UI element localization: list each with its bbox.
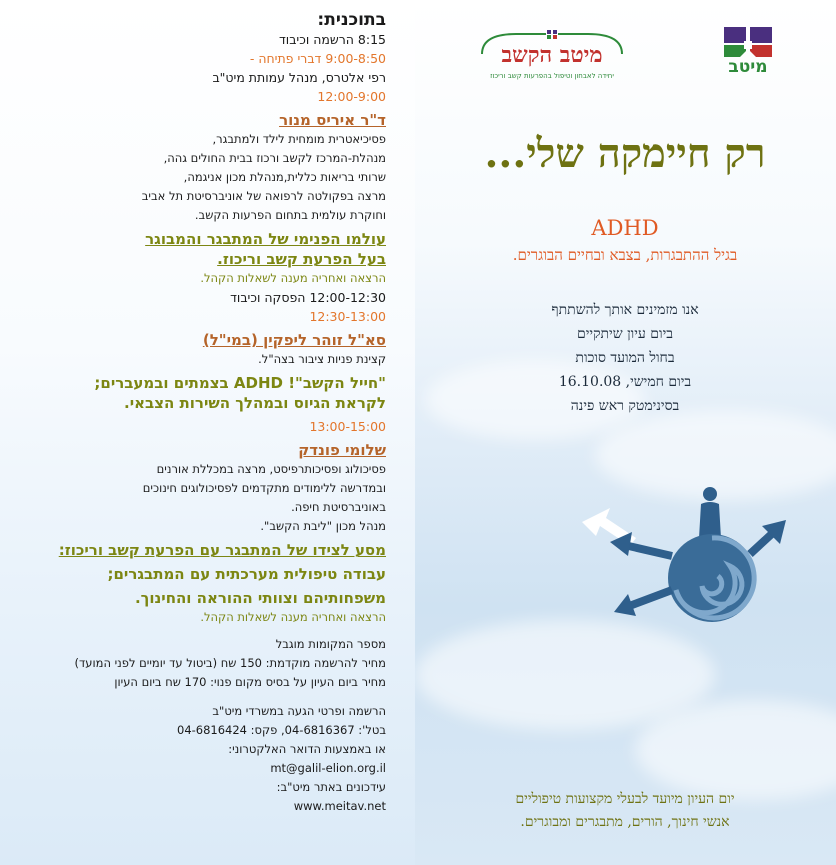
audience-footer: [435, 788, 815, 834]
logo-main-sub: יחידה לאבחון וטיפול בהפרעות קשב וריכוז: [490, 72, 614, 80]
adhd-heading: ADHD: [591, 216, 659, 240]
footer-line: אנשי חינוך, הורים, מתבגרים ומבוגרים.: [520, 814, 730, 830]
program-line: "חייל הקשב"! ADHD בצמתים ובמעברים;: [94, 374, 386, 392]
program-panel: [0, 0, 415, 865]
cover-title: רק חיימקה שלי...: [484, 130, 766, 177]
program-line: ד"ר איריס מנור: [279, 111, 386, 129]
program-line: עולמו הפנימי של המתבגר והמבוגר: [145, 230, 386, 248]
program-line: הרצאה ואחריה מענה לשאלות הקהל.: [200, 610, 386, 624]
program-line: 8:15 הרשמה וכיבוד: [278, 32, 386, 47]
program-line: מחיר ביום העיון על בסיס מקום פנוי: 170 שח ביום העיון: [114, 675, 386, 689]
program-line: עבודה טיפולית מערכתית עם המתבגרים;: [107, 565, 386, 583]
program-line: או באמצעות הדואר האלקטרוני:: [228, 742, 386, 756]
invite-line: ביום חמישי, 16.10.08: [558, 374, 692, 390]
program-line: ובמדרשה ללימודים מתקדמים לפסיכולוגים חינוכים: [142, 481, 386, 495]
program-line: וחוקרת עולמית בתחום הפרעות הקשב.: [194, 208, 386, 222]
program-content: [24, 10, 386, 816]
program-line: 12:00-9:00: [317, 89, 386, 104]
program-line: קצינת פניות ציבור בצה"ל.: [258, 352, 386, 366]
meitav-hakeshev-logo: [476, 26, 628, 84]
invitation-block: [455, 298, 795, 418]
program-line: משפחותיהם וצוותי ההוראה והחינוך.: [134, 589, 386, 607]
program-line: בעל הפרעת קשב וריכוז.: [217, 250, 386, 268]
program-line: מרצה בפקולטה לרפואה של אוניברסיטת תל אביב: [141, 189, 386, 203]
cover-subtitle: בגיל ההתבגרות, בצבא ובחיים הבוגרים.: [512, 246, 738, 264]
invite-line: בסינימטק ראש פינה: [570, 398, 680, 414]
program-line: מספר המקומות מוגבל: [275, 637, 386, 651]
program-heading: בתוכנית:: [317, 10, 386, 30]
program-line: שרותי בריאות כללית,מנהלת מכון אניגמה,: [183, 170, 386, 184]
footer-line: יום העיון מיועד לבעלי מקצועות טיפוליים: [515, 791, 735, 807]
program-line: פסיכולוג ופסיכותרפיסט, מרצה במכללת אורנים: [156, 462, 386, 476]
program-line: 12:00-12:30 הפסקה וכיבוד: [230, 290, 386, 305]
program-line: 9:00-8:50 דברי פתיחה -: [249, 51, 386, 66]
meitav-logo-small: [722, 27, 774, 79]
logo-small-text: מיטב: [728, 57, 768, 77]
program-line: מחיר להרשמה מוקדמת: 150 שח (ביטול עד יומיים לפני המועד): [74, 656, 386, 670]
invite-line: בחול המועד סוכות: [575, 350, 675, 366]
program-line: 13:00-15:00: [309, 419, 386, 434]
program-lines: [24, 30, 386, 816]
invite-line: אנו מזמינים אותך להשתתף: [551, 302, 699, 318]
logo-main-title: מיטב הקשב: [501, 42, 603, 68]
program-line: www.meitav.net: [293, 799, 386, 813]
program-line: מנהלת-המרכז לקשב ורכוז בבית החולים גהה,: [163, 151, 386, 165]
program-line: 12:30-13:00: [309, 309, 386, 324]
program-line: פסיכיאטרית מומחית לילד ולמתבגר,: [212, 132, 386, 146]
program-line: מסע לצידו של המתבגר עם הפרעת קשב וריכוז:: [58, 541, 386, 559]
program-line: שלומי פונדק: [298, 441, 386, 459]
invite-line: ביום עיון שיתקיים: [576, 326, 674, 342]
program-line: mt@galil-elion.org.il: [270, 761, 386, 775]
program-line: עידכונים באתר מיט"ב:: [276, 780, 386, 794]
program-line: לקראת הגיוס ובמהלך השירות הצבאי.: [124, 394, 386, 412]
program-line: סא"ל זוהר ליפקין (במי"ל): [202, 331, 386, 349]
program-line: הרשמה ופרטי הגעה במשרדי מיט"ב: [212, 704, 386, 718]
program-line: רפי אלטרס, מנהל עמותת מיט"ב: [212, 70, 386, 85]
teen-symbol-icon: [580, 478, 790, 648]
program-line: באוניברסיטת חיפה.: [291, 500, 386, 514]
cover-panel: [415, 0, 836, 865]
program-line: בטל': 04-6816367, פקס: 04-6816424: [177, 723, 386, 737]
program-line: מנהל מכון "ליבת הקשב".: [260, 519, 386, 533]
program-line: הרצאה ואחריה מענה לשאלות הקהל.: [200, 271, 386, 285]
